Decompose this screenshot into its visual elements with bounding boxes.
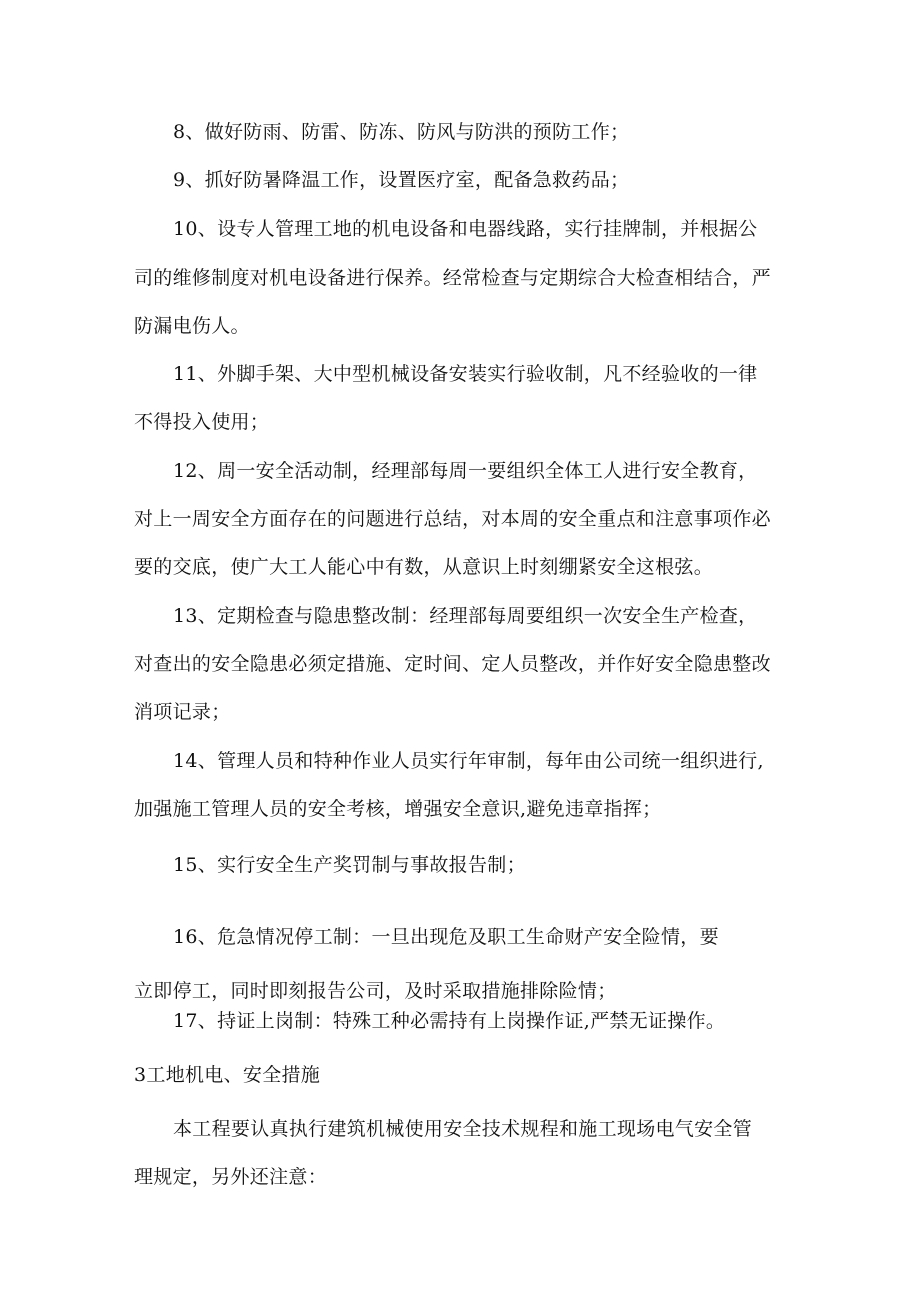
item-11-line-2: 不得投入使用； [134,411,270,433]
item-14-line-2: 加强施工管理人员的安全考核，增强安全意识,避免违章指挥； [134,798,662,820]
item-13-line-2: 对查出的安全隐患必须定措施、定时间、定人员整改，并作好安全隐患整改 [134,653,771,675]
item-10-line-2: 司的维修制度对机电设备进行保养。经常检查与定期综合大检查相结合，严 [134,267,771,289]
item-10-line-3: 防漏电伤人。 [134,315,250,337]
item-17-line-1: 17、持证上岗制：特殊工种必需持有上岗操作证,严禁无证操作。 [173,1010,726,1032]
item-16-line-1: 16、危急情况停工制：一旦出现危及职工生命财产安全险情，要 [173,926,719,948]
item-11-line-1: 11、外脚手架、大中型机械设备安装实行验收制，凡不经验收的一律 [173,363,758,385]
item-13-line-1: 13、定期检查与隐患整改制：经理部每周要组织一次安全生产检查， [173,605,758,627]
item-12-line-2: 对上一周安全方面存在的问题进行总结，对本周的安全重点和注意事项作必 [134,508,771,530]
section-heading: 3工地机电、安全措施 [134,1064,321,1086]
closing-line-1: 本工程要认真执行建筑机械使用安全技术规程和施工现场电气安全管 [173,1118,753,1140]
item-12-line-1: 12、周一安全活动制，经理部每周一要组织全体工人进行安全教育， [173,460,758,482]
item-12-line-3: 要的交底，使广大工人能心中有数，从意识上时刻绷紧安全这根弦。 [134,556,714,578]
item-8-line-1: 8、做好防雨、防雷、防冻、防风与防洪的预防工作； [173,121,630,143]
item-15-line-1: 15、实行安全生产奖罚制与事故报告制； [173,854,526,876]
closing-line-2: 理规定，另外还注意： [134,1166,328,1188]
item-9-line-1: 9、抓好防暑降温工作，设置医疗室，配备急救药品； [173,169,630,191]
item-16-line-2: 立即停工，同时即刻报告公司，及时采取措施排除险情； [134,980,617,1002]
item-14-line-1: 14、管理人员和特种作业人员实行年审制，每年由公司统一组织进行, [173,750,764,772]
item-13-line-3: 消项记录； [134,701,231,723]
item-10-line-1: 10、设专人管理工地的机电设备和电器线路，实行挂牌制，并根据公 [173,218,758,240]
